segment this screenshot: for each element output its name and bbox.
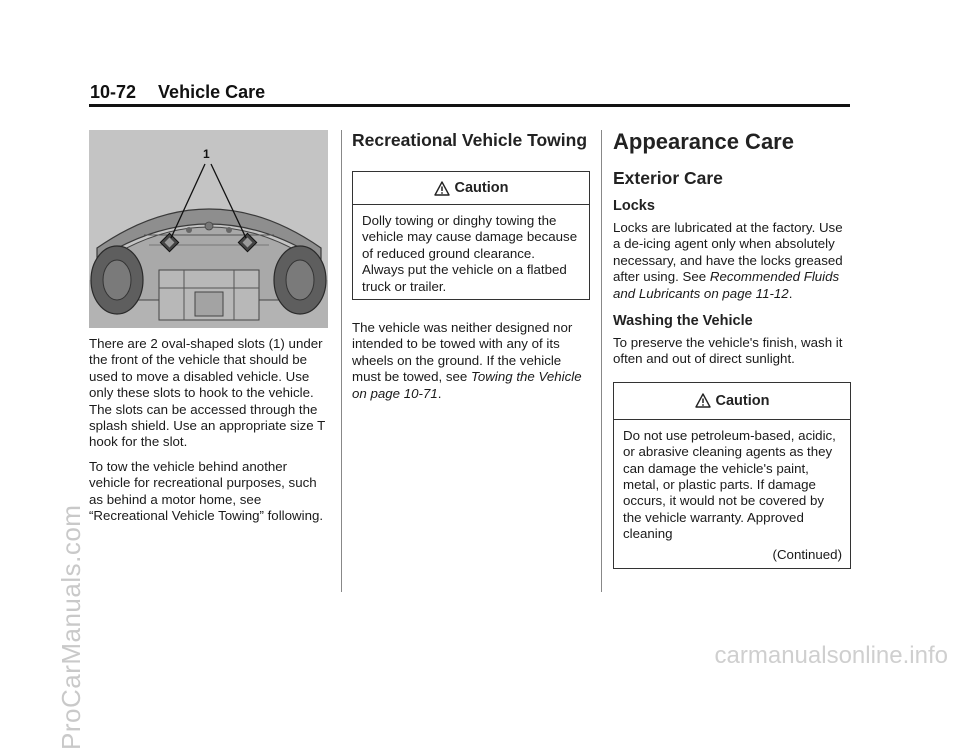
- caution-box-washing: [613, 382, 851, 569]
- watermark-carmanualsonline: carmanualsonline.info: [714, 642, 948, 669]
- caution-label-washing: Caution: [715, 392, 770, 409]
- watermark-procarmanuals: ProCarManuals.com: [56, 504, 86, 750]
- locks-text: Locks are lubricated at the factory. Use a de-icing agent only when absolutely necessary, and have the locks greased after using. See: [613, 220, 843, 285]
- callout-label: 1: [203, 147, 210, 161]
- header-rule: [89, 104, 850, 107]
- caution-label: Caution: [454, 180, 509, 196]
- column-1: [89, 130, 329, 532]
- caution-text-washing: Do not use petroleum-based, acidic, or abrasive cleaning agents as they can damage the vehicle's paint, metal, or plastic parts. If damage occurs, it would not be covered by the vehicle warranty. Approved cleaning: [623, 427, 836, 542]
- underbody-illustration: [89, 130, 328, 328]
- column-3: [613, 130, 851, 583]
- locks-paragraph: [613, 220, 851, 302]
- tow-slots-paragraph: There are 2 oval-shaped slots (1) under the front of the vehicle that should be used to move a disabled vehicle. Use only these slots to hook to the vehicle. The slots can be accessed through the splash shield. Use an appropriate size T hook for the slot.: [89, 336, 326, 450]
- recreational-reference-paragraph: To tow the vehicle behind another vehicle for recreational purposes, such as behind a motor home, see “Recreational Vehicle Towing” following.: [89, 458, 324, 524]
- column-divider-1: [341, 130, 342, 592]
- page-number: 10-72: [90, 82, 137, 102]
- appearance-care-title: Appearance Care: [613, 129, 794, 154]
- caution-text: Dolly towing or dinghy towing the vehicle may cause damage because of reduced ground clearance. Always put the vehicle on a flatbed truck or trailer.: [362, 213, 578, 294]
- caution-caption: [353, 172, 589, 205]
- exterior-care-heading: Exterior Care: [613, 168, 723, 188]
- page-header: [90, 82, 265, 103]
- column-2: [352, 130, 590, 410]
- towing-paragraph: [352, 320, 590, 402]
- locks-heading: Locks: [613, 198, 655, 214]
- towing-end: .: [437, 385, 442, 401]
- warning-triangle-icon: [434, 181, 450, 196]
- continued-label: (Continued): [772, 546, 842, 562]
- towing-reference: Towing the Vehicle on page 10-71: [352, 369, 582, 401]
- locks-end: .: [788, 285, 793, 301]
- caution-box-towing: [352, 171, 590, 300]
- washing-heading: Washing the Vehicle: [613, 313, 753, 330]
- warning-triangle-icon: [695, 393, 711, 408]
- washing-paragraph: To preserve the vehicle's finish, wash it often and out of direct sunlight.: [613, 335, 843, 367]
- chapter-title: Vehicle Care: [158, 82, 266, 102]
- caution-caption-washing: [614, 383, 850, 420]
- section-heading-rv-towing: Recreational Vehicle Towing: [352, 130, 588, 150]
- towing-text: The vehicle was neither designed nor intended to be towed with any of its wheels on the ground. If the vehicle must be towed, see: [352, 320, 573, 385]
- column-divider-2: [601, 130, 602, 592]
- locks-reference: Recommended Fluids and Lubricants on page 11-12: [613, 269, 840, 301]
